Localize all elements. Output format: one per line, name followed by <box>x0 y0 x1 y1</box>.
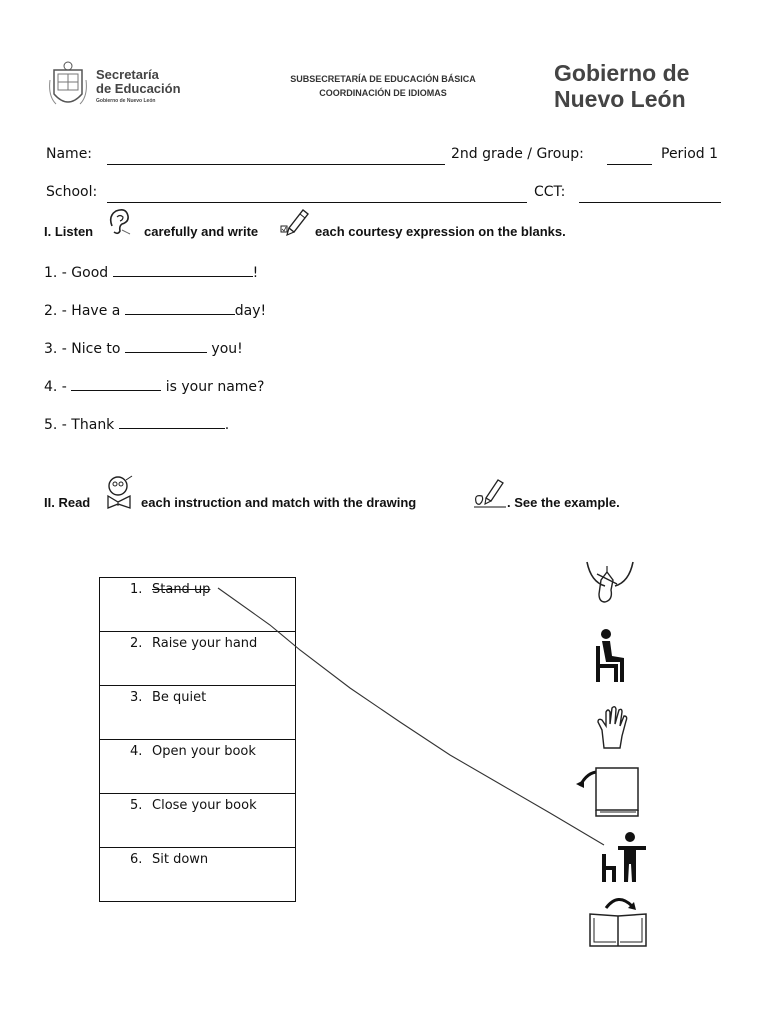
item-2-text: 2. - Have a <box>44 303 121 319</box>
item-4-text: 4. - <box>44 379 67 395</box>
item-1-text: 1. - Good <box>44 265 109 281</box>
blank-2[interactable] <box>125 300 235 315</box>
section2-match: each instruction and match with the drawing <box>141 495 417 510</box>
ear-icon <box>106 206 132 236</box>
instruction-label: Stand up <box>152 582 211 597</box>
courtesy-item-3 <box>44 338 243 357</box>
crest-icon <box>48 60 88 112</box>
sec-subtitle: Gobierno de Nuevo León <box>96 98 156 104</box>
sit-down-icon[interactable] <box>594 628 630 682</box>
coordinacion-title: COORDINACIÓN DE IDIOMAS <box>319 88 447 98</box>
table-row <box>100 686 295 740</box>
instruction-table <box>99 577 296 902</box>
courtesy-item-4 <box>44 376 264 395</box>
instruction-label: Raise your hand <box>152 636 258 651</box>
section1-expressions: each courtesy expression on the blanks. <box>315 224 566 239</box>
courtesy-item-1 <box>44 262 258 281</box>
row-number: 3. <box>130 690 143 705</box>
name-label: Name: <box>46 146 93 162</box>
item-5-end: . <box>224 417 230 433</box>
table-row <box>100 578 295 632</box>
row-number: 5. <box>130 798 143 813</box>
section1-listen: I. Listen <box>44 224 94 239</box>
table-row <box>100 848 295 902</box>
table-row <box>100 740 295 794</box>
gobierno-line-1: Gobierno de <box>554 60 690 86</box>
open-book-icon[interactable] <box>588 892 648 950</box>
section1-write: carefully and write <box>144 224 259 239</box>
row-number: 6. <box>130 852 143 867</box>
stand-up-icon[interactable] <box>600 832 650 884</box>
gobierno-line-2: Nuevo León <box>554 86 686 112</box>
table-row <box>100 794 295 848</box>
item-1-end: ! <box>252 265 259 281</box>
reading-icon <box>104 474 136 510</box>
item-3-end: you! <box>206 341 243 357</box>
row-number: 1. <box>130 582 143 597</box>
pencil-drawing-icon <box>472 476 508 510</box>
sec-title-2: de Educación <box>96 81 181 96</box>
table-row <box>100 632 295 686</box>
item-2-end: day! <box>234 303 267 319</box>
blank-5[interactable] <box>119 414 225 429</box>
cct-label: CCT: <box>534 184 566 200</box>
instruction-label: Sit down <box>152 852 209 867</box>
close-book-icon[interactable] <box>576 764 642 818</box>
instruction-label: Be quiet <box>152 690 207 705</box>
row-number: 4. <box>130 744 143 759</box>
section2-example: . See the example. <box>507 495 620 510</box>
name-field[interactable] <box>107 164 445 165</box>
pencil-write-icon <box>279 206 311 236</box>
blank-1[interactable] <box>113 262 253 277</box>
group-field[interactable] <box>607 164 652 165</box>
cct-field[interactable] <box>579 202 721 203</box>
courtesy-item-5 <box>44 414 229 433</box>
sec-title-1: Secretaría <box>96 67 159 82</box>
item-5-text: 5. - Thank <box>44 417 115 433</box>
gobierno-logo-text <box>554 60 689 112</box>
blank-3[interactable] <box>125 338 207 353</box>
secretaria-logo <box>48 60 198 115</box>
period-label: Period 1 <box>661 146 719 162</box>
be-quiet-icon[interactable] <box>583 560 637 606</box>
row-number: 2. <box>130 636 143 651</box>
instruction-label: Open your book <box>152 744 256 759</box>
blank-4[interactable] <box>71 376 161 391</box>
item-4-end: is your name? <box>161 379 265 395</box>
subsecretaria-title: SUBSECRETARÍA DE EDUCACIÓN BÁSICA <box>290 74 476 84</box>
raise-hand-icon[interactable] <box>594 704 634 752</box>
school-field[interactable] <box>107 202 527 203</box>
courtesy-item-2 <box>44 300 266 319</box>
item-3-text: 3. - Nice to <box>44 341 121 357</box>
school-label: School: <box>46 184 98 200</box>
section2-read: II. Read <box>44 495 91 510</box>
instruction-label: Close your book <box>152 798 257 813</box>
grade-label: 2nd grade / Group: <box>451 146 584 162</box>
header-center <box>270 72 496 100</box>
